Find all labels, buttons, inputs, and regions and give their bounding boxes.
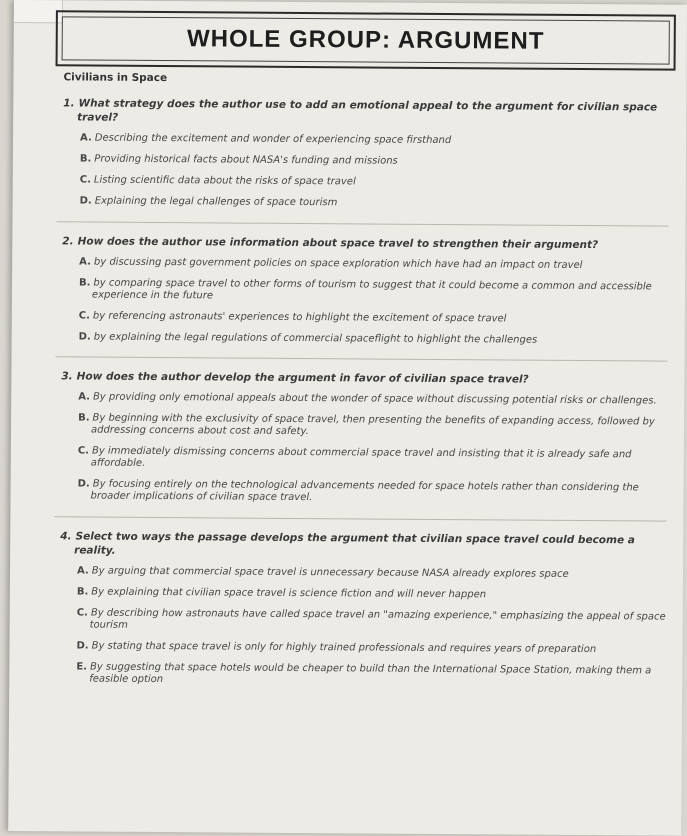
option-letter: B. — [78, 277, 91, 289]
title-box — [56, 10, 676, 70]
option-2d[interactable] — [56, 331, 668, 347]
option-text: by discussing past government policies on space exploration which have had an impact on travel — [93, 256, 583, 271]
option-letter: A. — [76, 565, 89, 577]
option-3b[interactable] — [55, 412, 667, 440]
option-letter: B. — [78, 412, 90, 424]
question-prompt: Select two ways the passage develops the argument that civilian space travel could become a reality. — [74, 530, 635, 557]
option-1a[interactable] — [57, 132, 669, 148]
option-text: By explaining that civilian space travel is science fiction and will never happen — [91, 586, 487, 601]
divider — [56, 221, 668, 226]
option-2a[interactable] — [56, 256, 668, 272]
option-4a[interactable] — [54, 565, 666, 581]
option-3c[interactable] — [55, 445, 667, 473]
option-4c[interactable] — [54, 607, 666, 635]
option-text: By arguing that commercial space travel is unnecessary because NASA already explores space — [91, 565, 569, 580]
option-letter: D. — [78, 331, 91, 343]
worksheet-page — [8, 0, 687, 836]
question-2-text — [56, 234, 668, 252]
option-2b[interactable] — [56, 277, 668, 305]
option-text: Describing the excitement and wonder of experiencing space firsthand — [94, 132, 452, 147]
question-4-text — [54, 529, 666, 561]
question-number: 3. — [61, 370, 73, 383]
question-2 — [56, 234, 669, 347]
question-prompt: How does the author use information about space travel to strengthen their argument? — [77, 235, 599, 252]
option-text: by comparing space travel to other forms of tourism to suggest that it could become a common and accessible experience in the future — [91, 277, 652, 302]
question-number: 2. — [62, 235, 74, 248]
divider — [54, 516, 666, 521]
divider — [56, 356, 668, 361]
section-title: Civilians in Space — [63, 71, 168, 85]
option-letter: B. — [79, 153, 92, 165]
option-4b[interactable] — [54, 586, 666, 602]
question-number: 4. — [60, 530, 72, 543]
option-4e[interactable] — [53, 661, 665, 689]
option-letter: A. — [78, 391, 91, 403]
option-letter: C. — [79, 174, 91, 186]
question-prompt: What strategy does the author use to add an emotional appeal to the argument for civilian space travel? — [77, 97, 658, 124]
option-1b[interactable] — [57, 153, 669, 169]
question-3-text — [55, 369, 667, 387]
option-letter: E. — [76, 661, 88, 673]
option-letter: A. — [79, 256, 91, 268]
option-1c[interactable] — [57, 174, 669, 190]
option-text: Explaining the legal challenges of space tourism — [94, 195, 338, 209]
option-2c[interactable] — [56, 310, 668, 326]
option-letter: C. — [77, 445, 90, 457]
option-text: By focusing entirely on the technological advancements needed for space hotels rather than considering the broader implications of civilian space travel. — [90, 478, 639, 504]
question-prompt: How does the author develop the argument in favor of civilian space travel? — [76, 370, 529, 386]
page-title: WHOLE GROUP: ARGUMENT — [186, 25, 545, 55]
option-letter: C. — [76, 607, 88, 619]
question-4 — [53, 529, 666, 689]
option-text: By describing how astronauts have called space travel an "amazing experience," emphasizing the appeal of space tourism — [89, 607, 666, 631]
option-text: By beginning with the exclusivity of space travel, then presenting the benefits of expanding access, followed by addressing concerns about cost and safety. — [90, 412, 655, 438]
option-1d[interactable] — [57, 195, 669, 211]
option-letter: B. — [76, 586, 89, 598]
option-text: by explaining the legal regulations of commercial spaceflight to highlight the challenges — [93, 331, 538, 346]
question-1 — [57, 96, 670, 211]
question-list — [53, 96, 669, 705]
question-number: 1. — [63, 97, 75, 110]
option-text: Providing historical facts about NASA's funding and missions — [94, 153, 398, 167]
option-letter: D. — [76, 640, 89, 652]
option-letter: A. — [80, 132, 92, 144]
option-text: By providing only emotional appeals about the wonder of space without discussing potential risks or challenges. — [92, 391, 657, 407]
option-letter: D. — [79, 195, 92, 207]
option-text: Listing scientific data about the risks of space travel — [93, 174, 356, 188]
option-letter: D. — [77, 478, 90, 490]
option-text: By stating that space travel is only for highly trained professionals and requires years of preparation — [91, 640, 597, 656]
option-text: By immediately dismissing concerns about commercial space travel and insisting that it is already safe and affordable. — [90, 445, 632, 469]
option-3d[interactable] — [54, 478, 666, 506]
question-3 — [54, 369, 667, 506]
question-1-text — [57, 96, 669, 128]
option-text: by referencing astronauts' experiences to highlight the excitement of space travel — [92, 310, 507, 325]
option-text: By suggesting that space hotels would be cheaper to build than the International Space Station, making them a feasible option — [89, 661, 652, 686]
option-4d[interactable] — [53, 640, 665, 656]
option-letter: C. — [78, 310, 90, 322]
option-3a[interactable] — [55, 391, 667, 407]
